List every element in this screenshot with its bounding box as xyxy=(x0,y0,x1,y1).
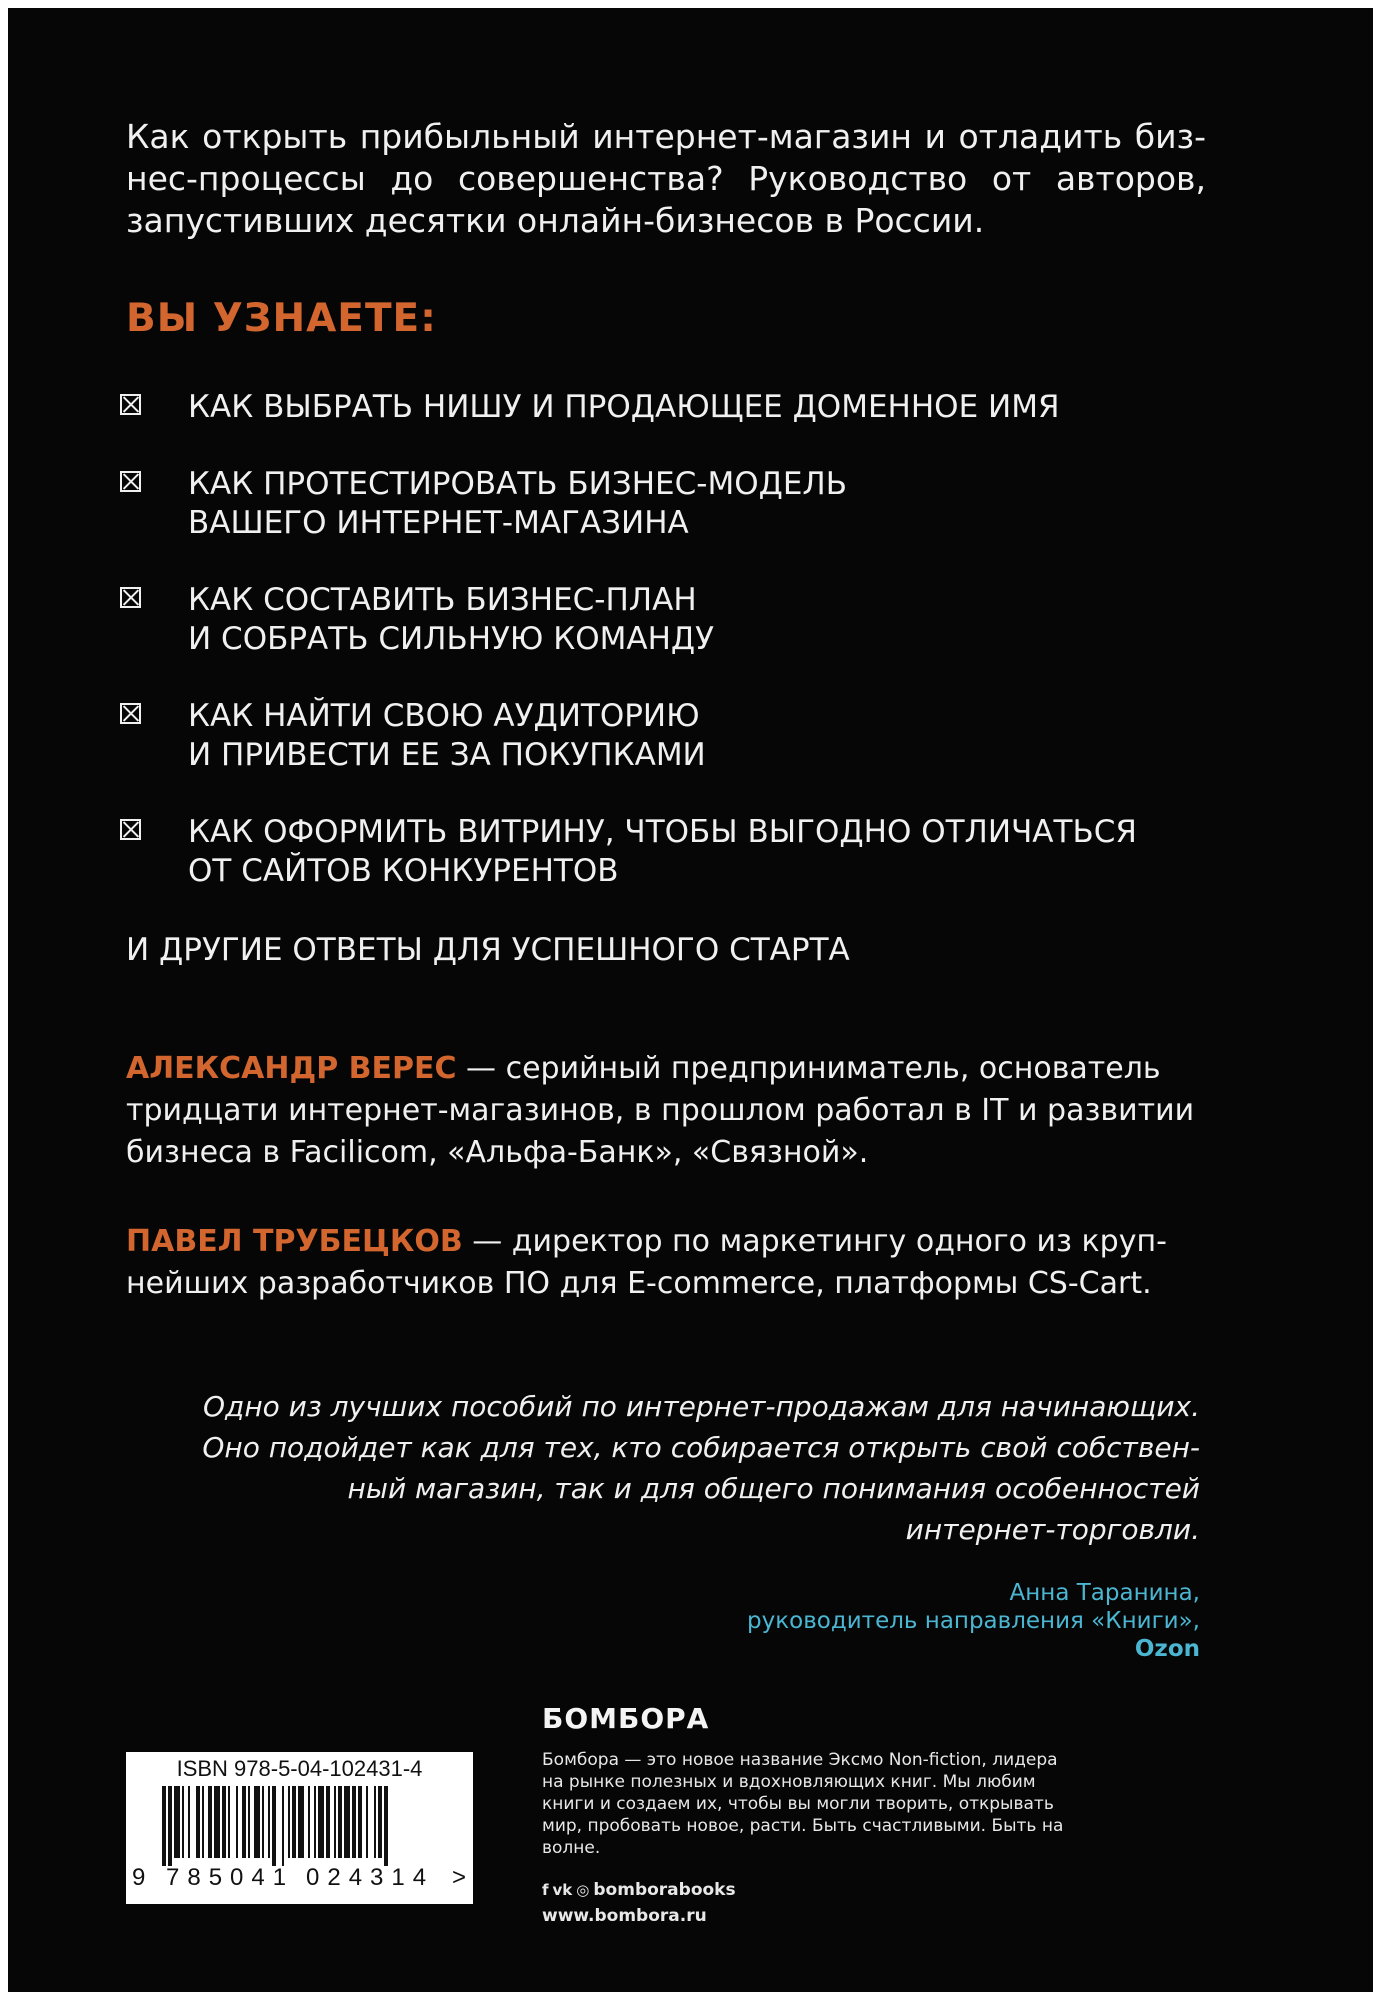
barcode-bar xyxy=(358,1786,362,1858)
barcode-bar xyxy=(374,1786,376,1858)
book-back-cover xyxy=(8,8,1373,1992)
barcode-bar xyxy=(298,1786,304,1858)
checked-box-icon xyxy=(120,587,141,608)
barcode-bar xyxy=(242,1786,246,1858)
barcode-bar xyxy=(248,1786,250,1858)
checked-box-icon xyxy=(120,819,141,840)
barcode-bars xyxy=(138,1786,462,1866)
barcode-digits-right: 024314 xyxy=(306,1864,435,1891)
barcode-bar xyxy=(202,1786,204,1858)
author-bio xyxy=(126,1048,1206,1174)
barcode-bar xyxy=(292,1786,296,1858)
author-description: — директор по маркетингу одного из круп-нейших разработчиков ПО для E-commerce, платформы CS-Cart. xyxy=(126,1224,1167,1301)
author-name: АЛЕКСАНДР ВЕРЕС xyxy=(126,1051,457,1086)
isbn-barcode xyxy=(126,1752,473,1904)
publisher-website[interactable]: www.bombora.ru xyxy=(542,1906,707,1926)
list-item-line: И СОБРАТЬ СИЛЬНУЮ КОМАНДУ xyxy=(188,621,715,657)
review-quote: Одно из лучших пособий по интернет-продажам для начинающих. Оно подойдет как для тех, кто собирается открыть свой собствен-ный магазин, так и для общего понимания особенностей интернет-торговли. xyxy=(202,1390,1200,1546)
author-name: ПАВЕЛ ТРУБЕЦКОВ xyxy=(126,1224,463,1259)
barcode-bar xyxy=(366,1786,368,1858)
list-item-line: КАК ОФОРМИТЬ ВИТРИНУ, ЧТОБЫ ВЫГОДНО ОТЛИЧАТЬСЯ xyxy=(188,814,1137,850)
barcode-bar xyxy=(352,1786,356,1858)
barcode-bar xyxy=(168,1786,172,1866)
facebook-icon[interactable]: f xyxy=(542,1881,549,1899)
barcode-bar xyxy=(208,1786,212,1858)
barcode-bar xyxy=(384,1786,388,1866)
barcode-bar xyxy=(318,1786,324,1858)
instagram-icon[interactable]: ◎ xyxy=(576,1881,590,1899)
barcode-bar xyxy=(254,1786,260,1858)
author-bio xyxy=(126,1221,1206,1305)
barcode-bar xyxy=(214,1786,220,1858)
barcode-bar xyxy=(282,1786,284,1866)
list-item-line: КАК ВЫБРАТЬ НИШУ И ПРОДАЮЩЕЕ ДОМЕННОЕ ИМЯ xyxy=(188,389,1060,425)
barcode-bar xyxy=(174,1786,180,1858)
barcode-bar xyxy=(222,1786,226,1858)
list-item-line: КАК НАЙТИ СВОЮ АУДИТОРИЮ xyxy=(188,698,700,734)
barcode-bar xyxy=(272,1786,276,1866)
intro-text: Как открыть прибыльный интернет-магазин и отладить биз-нес-процессы до совершенства? Руководство от авторов, запустивших десятки онлайн-бизнесов в России. xyxy=(126,117,1206,240)
list-item-line: ОТ САЙТОВ КОНКУРЕНТОВ xyxy=(188,853,619,889)
checked-box-icon xyxy=(120,471,141,492)
list-item-line: КАК СОСТАВИТЬ БИЗНЕС-ПЛАН xyxy=(188,582,697,618)
checked-box-icon xyxy=(120,703,141,724)
barcode-bar xyxy=(378,1786,382,1858)
vk-icon[interactable]: vk xyxy=(552,1881,573,1899)
barcode-bar xyxy=(228,1786,230,1858)
quote-attribution xyxy=(500,1579,1200,1663)
list-item-line: И ПРИВЕСТИ ЕЕ ЗА ПОКУПКАМИ xyxy=(188,737,706,773)
closing-line: И ДРУГИЕ ОТВЕТЫ ДЛЯ УСПЕШНОГО СТАРТА xyxy=(126,932,850,968)
barcode-arrow: > xyxy=(452,1864,467,1891)
barcode-bar xyxy=(182,1786,184,1858)
barcode-bar xyxy=(314,1786,316,1858)
barcode-digits-left: 785041 xyxy=(166,1864,295,1891)
reviewer-name: Анна Таранина, xyxy=(1009,1580,1200,1606)
barcode-bar xyxy=(344,1786,350,1858)
barcode-bar xyxy=(188,1786,190,1858)
list-item-line: ВАШЕГО ИНТЕРНЕТ-МАГАЗИНА xyxy=(188,505,689,541)
publisher-description: Бомбора — это новое название Эксмо Non-fiction, лидера на рынке полезных и вдохновляющих книг. Мы любим книги и создаем их, чтобы вы могли творить, открывать мир, пробовать новое, расти. Быть счастливыми. Быть на волне. xyxy=(542,1750,1064,1858)
reviewer-role: руководитель направления «Книги», xyxy=(747,1608,1200,1634)
barcode-bar xyxy=(308,1786,310,1858)
author-description: — серийный предприниматель, основатель тридцати интернет-магазинов, в прошлом работал в IT и развитии бизнеса в Facilicom, «Альфа-Банк», «Связной». xyxy=(126,1051,1195,1170)
social-links xyxy=(542,1880,736,1900)
reviewer-company: Ozon xyxy=(1134,1636,1200,1662)
barcode-bar xyxy=(162,1786,166,1866)
barcode-bar xyxy=(262,1786,264,1858)
list-item-line: КАК ПРОТЕСТИРОВАТЬ БИЗНЕС-МОДЕЛЬ xyxy=(188,466,847,502)
barcode-lead-digit: 9 xyxy=(132,1864,146,1891)
isbn-label: ISBN 978-5-04-102431-4 xyxy=(176,1756,423,1781)
barcode-bar xyxy=(236,1786,238,1858)
barcode-bar xyxy=(196,1786,200,1858)
section-heading: ВЫ УЗНАЕТЕ: xyxy=(126,296,437,341)
social-handle[interactable]: bomborabooks xyxy=(593,1880,736,1900)
barcode-bar xyxy=(326,1786,330,1858)
barcode-bar xyxy=(334,1786,336,1858)
barcode-bar xyxy=(338,1786,342,1858)
barcode-bar xyxy=(268,1786,270,1858)
publisher-logo: БОМБОРА xyxy=(542,1702,710,1735)
barcode-bar xyxy=(288,1786,290,1858)
checked-box-icon xyxy=(120,394,141,415)
